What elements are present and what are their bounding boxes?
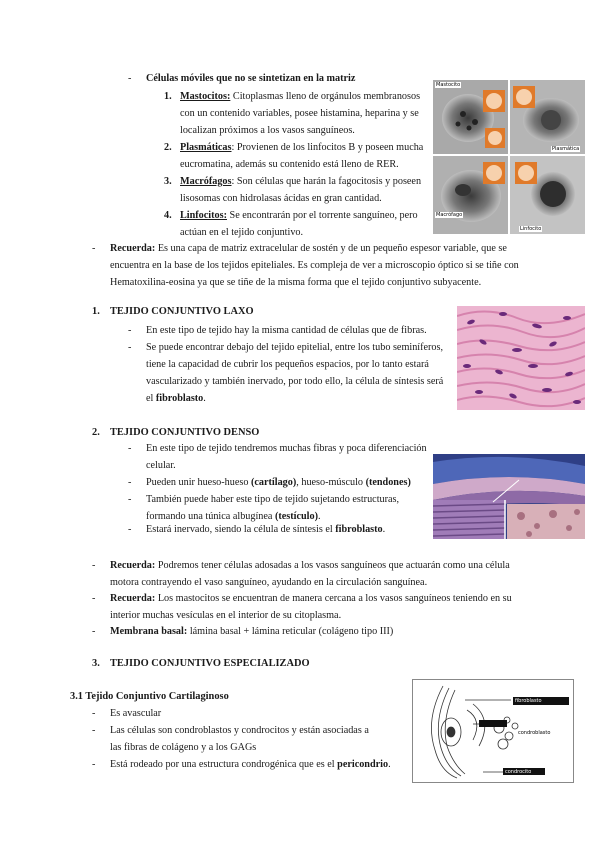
paragraph-text: celular. bbox=[146, 460, 176, 471]
cartilaginoso-bullet-3 bbox=[110, 756, 410, 773]
paragraph-text: . bbox=[388, 759, 391, 770]
bullet-dash: - bbox=[92, 759, 96, 770]
section-heading-laxo: TEJIDO CONJUNTIVO LAXO bbox=[110, 306, 254, 317]
paragraph-text: También puede haber este tipo de tejido sujetando estructuras, bbox=[146, 494, 400, 505]
paragraph-text: Es una capa de matriz extracelular de sostén y de un pequeño espesor variable, que se bbox=[155, 243, 507, 254]
list-item-text: Citoplasmas lleno de orgánulos membranosos bbox=[232, 91, 421, 102]
linfocitos-term: Linfocitos: bbox=[180, 210, 227, 221]
bullet-dash: - bbox=[128, 443, 132, 454]
paragraph-text: . bbox=[382, 524, 386, 535]
bullet-dash: - bbox=[128, 524, 132, 535]
bullet-dash: - bbox=[92, 593, 96, 604]
plasmatica-label: Plasmática bbox=[552, 146, 580, 152]
list-item-text: con un contenido variables, posee histamina, heparina y se bbox=[180, 108, 419, 119]
mastocitos-item bbox=[180, 88, 440, 139]
paragraph-text: Los mastocitos se encuentran de manera cercana a los vasos sanguíneos teniendo en su bbox=[155, 593, 512, 604]
list-item-text: eucromatina, además su contenido está lleno de RER. bbox=[180, 159, 399, 170]
denso-histology-image bbox=[433, 454, 585, 539]
paragraph-text: . bbox=[318, 511, 321, 522]
bullet-dash: - bbox=[92, 560, 96, 571]
paragraph-text: encuentra en la base de los tejidos epiteliales. Es compleja de ver a microscopio óptico si se tiñe con bbox=[110, 260, 519, 271]
denso-bullet-4 bbox=[146, 521, 446, 538]
paragraph-text: lámina basal + lámina reticular (colágeno tipo III) bbox=[187, 626, 394, 637]
paragraph-text: Está rodeado por una estructura condrogénica que es el bbox=[110, 759, 338, 770]
section-number: 2. bbox=[92, 427, 100, 438]
bullet-dash: - bbox=[128, 477, 132, 488]
paragraph-text: motora contrayendo el vaso sanguíneo, ayudando en la circulación sanguínea. bbox=[110, 577, 428, 588]
mastocitos-term: Mastocitos: bbox=[180, 91, 231, 102]
paragraph-text: , hueso-músculo bbox=[296, 477, 366, 488]
fibroblasto-term: fibroblasto bbox=[155, 393, 204, 404]
linfocitos-item bbox=[180, 207, 440, 241]
paragraph-text: Pueden unir hueso-hueso bbox=[146, 477, 251, 488]
recuerda-label: Recuerda: bbox=[110, 243, 156, 254]
section-number: 3. bbox=[92, 658, 100, 669]
recuerda-paragraph bbox=[110, 240, 580, 291]
list-number: 1. bbox=[164, 91, 172, 102]
paragraph-text: formando una túnica albugínea bbox=[146, 511, 275, 522]
mastocito-label: Mastocito bbox=[436, 82, 461, 88]
paragraph-text: las fibras de colágeno y a los GAGs bbox=[110, 742, 257, 753]
cells-micrograph-figure bbox=[433, 80, 585, 234]
section-number: 1. bbox=[92, 306, 100, 317]
subsection-heading-cartilaginoso: 3.1 Tejido Conjuntivo Cartilaginoso bbox=[70, 691, 229, 702]
paragraph-text: el bbox=[146, 393, 156, 404]
list-item-text: localizan próximos a los vasos sanguíneos. bbox=[180, 125, 355, 136]
laxo-histology-figure bbox=[457, 306, 585, 410]
linfocito-label: Linfocito bbox=[520, 226, 542, 232]
denso-histology-figure bbox=[433, 454, 585, 539]
laxo-histology-image bbox=[457, 306, 585, 410]
denso-bullet-1 bbox=[146, 440, 446, 474]
denso-bullet-2 bbox=[146, 474, 446, 491]
list-item-text: Se encontrarán por el torrente sanguíneo, pero bbox=[226, 210, 418, 221]
cartilage-diagram-figure bbox=[412, 679, 574, 783]
list-number: 3. bbox=[164, 176, 172, 187]
bullet-dash: - bbox=[128, 342, 132, 353]
cartilago-term: (cartílago) bbox=[250, 477, 297, 488]
recuerda-paragraph-3 bbox=[110, 590, 580, 624]
laxo-bullet-1: En este tipo de tejido hay la misma cantidad de células que de fibras. bbox=[146, 325, 427, 336]
bullet-dash: - bbox=[92, 725, 96, 736]
macrofagos-item bbox=[180, 173, 440, 207]
pericondrio-term: pericondrio bbox=[337, 759, 389, 770]
mobile-cells-title: Células móviles que no se sintetizan en la matriz bbox=[146, 73, 356, 84]
paragraph-text: . bbox=[203, 393, 206, 404]
list-item-text: lisosomas con hidrolasas ácidas en gran cantidad. bbox=[180, 193, 382, 204]
recuerda-label: Recuerda: bbox=[110, 560, 156, 571]
membrana-basal-paragraph bbox=[110, 623, 580, 640]
recuerda-paragraph-2 bbox=[110, 557, 580, 591]
section-heading-denso: TEJIDO CONJUNTIVO DENSO bbox=[110, 427, 260, 438]
diagram-label-condrocito: condrocito bbox=[505, 769, 532, 775]
testiculo-term: (testículo) bbox=[275, 511, 318, 522]
paragraph-text: En este tipo de tejido tendremos muchas fibras y poca diferenciación bbox=[146, 443, 427, 454]
paragraph-text: Podremos tener células adosadas a los vasos sanguíneos que actuarán como una célula bbox=[155, 560, 510, 571]
list-item-text: : Provienen de los linfocitos B y poseen mucha bbox=[231, 142, 424, 153]
cells-micrograph-image bbox=[433, 80, 585, 234]
paragraph-text: Estará inervado, siendo la célula de síntesis el bbox=[146, 524, 336, 535]
laxo-bullet-2 bbox=[146, 339, 452, 407]
paragraph-text: interior muchas vesículas en el interior de su citoplasma. bbox=[110, 610, 342, 621]
paragraph-text: Se puede encontrar debajo del tejido epitelial, entre los tubo seminíferos, bbox=[146, 342, 444, 353]
paragraph-text: tiene la capacidad de cubrir los pequeños espacios, por lo tanto estará bbox=[146, 359, 429, 370]
bullet-dash: - bbox=[128, 494, 132, 505]
cartilaginoso-bullet-1: Es avascular bbox=[110, 708, 162, 719]
paragraph-text: Las células son condroblastos y condrocitos y están asociadas a bbox=[110, 725, 369, 736]
denso-bullet-3 bbox=[146, 491, 446, 525]
list-item-text: actúan en el tejido conjuntivo. bbox=[180, 227, 304, 238]
list-number: 4. bbox=[164, 210, 172, 221]
macrofago-label: Macrófago bbox=[436, 212, 463, 218]
macrofagos-term: Macrófagos bbox=[180, 176, 232, 187]
tendones-term: (tendones) bbox=[365, 477, 411, 488]
bullet-dash: - bbox=[128, 325, 132, 336]
paragraph-text: vascularizado y también inervado, por todo ello, la célula de síntesis será bbox=[146, 376, 444, 387]
plasmaticas-item bbox=[180, 139, 440, 173]
bullet-dash: - bbox=[92, 626, 96, 637]
section-heading-especializado: TEJIDO CONJUNTIVO ESPECIALIZADO bbox=[110, 658, 310, 669]
fibroblasto-term: fibroblasto bbox=[335, 524, 383, 535]
bullet-dash: - bbox=[128, 73, 132, 84]
paragraph-text: Hematoxilina-eosina ya que se tiñe de la misma forma que el tejido conjuntivo subyacente. bbox=[110, 277, 482, 288]
recuerda-label: Recuerda: bbox=[110, 593, 156, 604]
list-item-text: : Son células que harán la fagocitosis y poseen bbox=[231, 176, 422, 187]
bullet-dash: - bbox=[92, 708, 96, 719]
plasmaticas-term: Plasmáticas bbox=[180, 142, 232, 153]
cartilaginoso-bullet-2 bbox=[110, 722, 405, 756]
bullet-dash: - bbox=[92, 243, 96, 254]
membrana-basal-label: Membrana basal: bbox=[110, 626, 188, 637]
diagram-label-fibroblast: fibroblasto bbox=[515, 698, 542, 704]
diagram-label-condroblasto: condroblasto bbox=[518, 730, 551, 736]
list-number: 2. bbox=[164, 142, 172, 153]
